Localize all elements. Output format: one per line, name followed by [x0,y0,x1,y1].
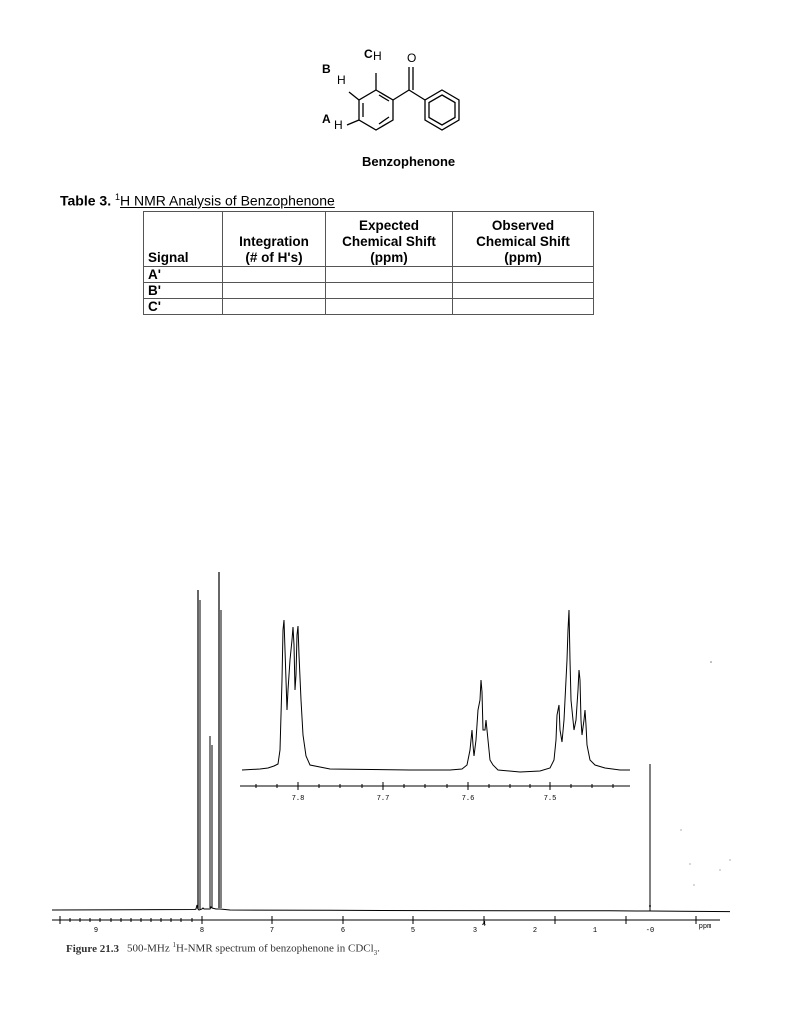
nmr-spectrum [30,560,770,960]
header-line: Integration [239,234,309,249]
tick-3: 3 [472,927,478,935]
inset-tick-7.6: 7.6 [461,795,475,803]
tick-4: 4 [481,921,487,929]
right-ring [425,90,459,130]
tick-0: -0 [645,927,655,935]
header-integration [223,212,326,267]
table-sup: 1 [114,192,120,202]
cell-signal: C' [144,299,223,315]
label-h-c: H [373,49,382,63]
tick-6: 6 [340,927,346,935]
cell-observed[interactable] [453,299,594,315]
nmr-table [143,211,594,315]
cell-signal: A' [144,267,223,283]
tick-5: 5 [410,927,416,935]
bond-to-carbonyl [393,90,409,100]
inset-tick-7.7: 7.7 [376,795,390,803]
cell-observed[interactable] [453,283,594,299]
header-line: (ppm) [370,250,408,265]
cell-signal: B' [144,283,223,299]
table-row [144,299,594,315]
main-baseline [52,905,730,912]
header-signal: Signal [144,212,223,267]
scan-specks [680,661,730,885]
table-header-row [144,212,594,267]
tick-ppm: ppm [698,923,712,931]
label-o: O [407,51,417,65]
header-line: Chemical Shift [342,234,436,249]
benzophenone-structure [300,40,490,150]
tick-2: 2 [532,927,538,935]
cell-observed[interactable] [453,267,594,283]
cell-integration[interactable] [223,299,326,315]
figure-caption [66,941,380,957]
tick-1: 1 [592,927,598,935]
tick-8: 8 [199,927,205,935]
header-line: Chemical Shift [476,234,570,249]
label-h-a: H [334,118,343,132]
table-caption [60,192,335,209]
table-row [144,267,594,283]
cell-expected[interactable] [326,299,453,315]
label-b: B [322,62,331,76]
header-line: (# of H's) [245,250,303,265]
label-c: C [364,47,373,61]
table-row [144,283,594,299]
left-ring [359,90,393,130]
label-h-b: H [337,73,346,87]
header-line: (ppm) [504,250,542,265]
table-title: H NMR Analysis of Benzophenone [120,192,335,209]
inset-tick-7.5: 7.5 [543,795,557,803]
figure-text-pre: 500-MHz [126,942,173,955]
figure-sup: 1 [172,941,176,949]
inset-trace [242,610,630,772]
header-expected [326,212,453,267]
compound-name: Benzophenone [362,154,456,169]
header-observed [453,212,594,267]
figure-text-mid: H-NMR spectrum of benzophenone in CDCl [176,942,374,955]
cell-integration[interactable] [223,267,326,283]
label-a: A [322,112,331,126]
tick-9: 9 [93,927,99,935]
cell-expected[interactable] [326,267,453,283]
inset-tick-7.8: 7.8 [291,795,305,803]
figure-label: Figure 21.3 [66,942,119,955]
tick-7: 7 [269,927,275,935]
table-label: Table 3. [60,192,112,209]
h-bond-a [347,120,359,125]
cell-expected[interactable] [326,283,453,299]
header-line: Expected [358,218,420,233]
h-bond-b [349,92,359,100]
figure-text-post: . [377,942,380,955]
header-line: Observed [491,218,555,233]
cell-integration[interactable] [223,283,326,299]
figure-sub: 3 [373,948,378,957]
